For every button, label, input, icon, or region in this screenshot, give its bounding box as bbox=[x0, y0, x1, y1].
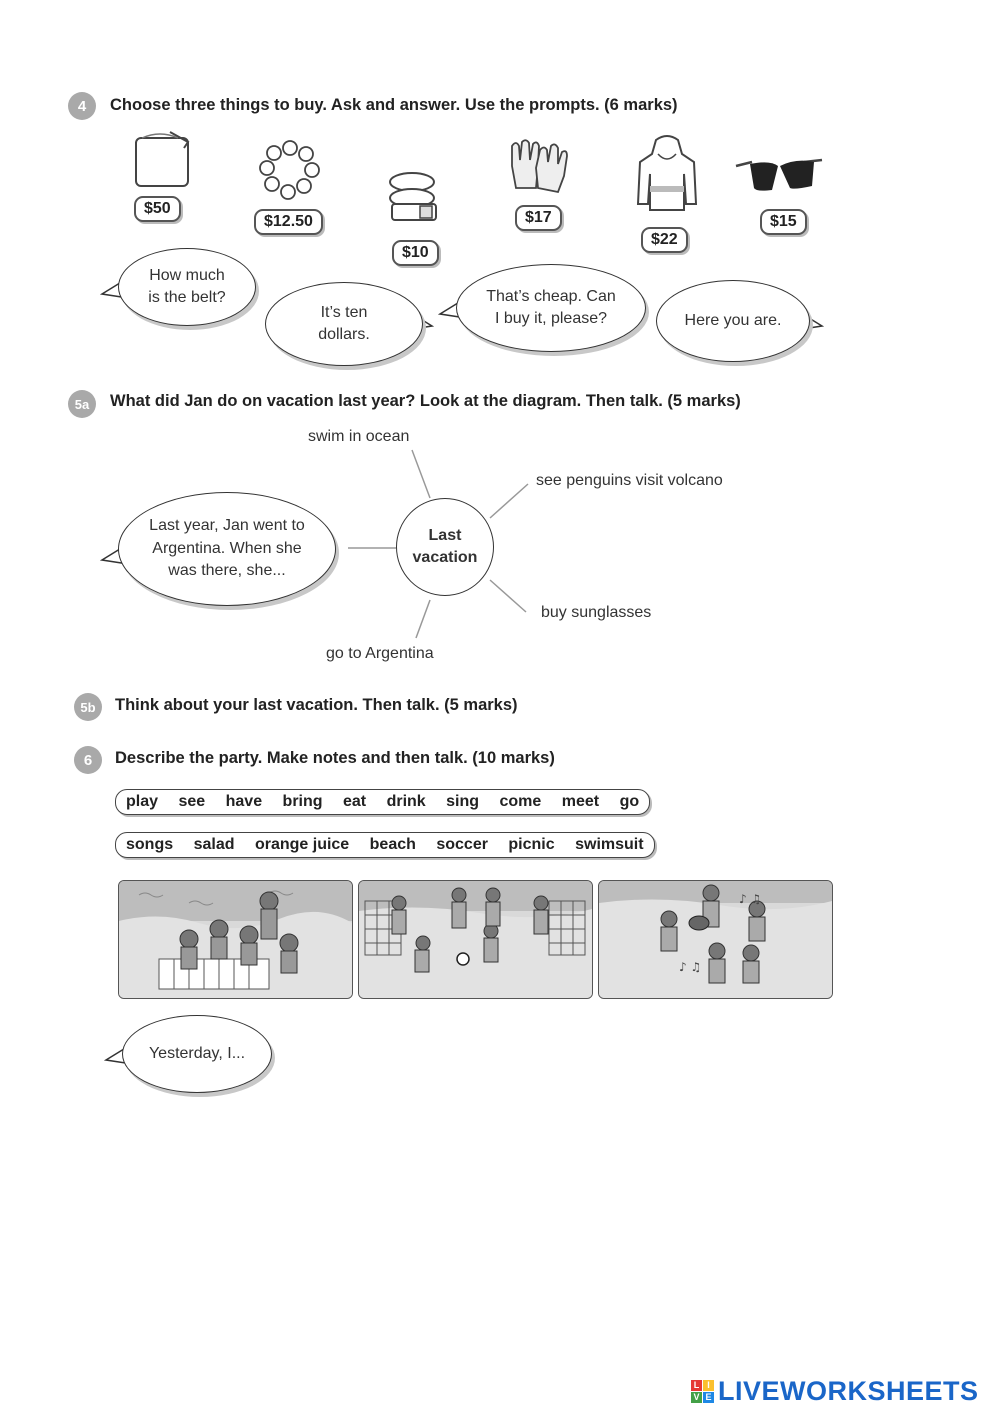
word: have bbox=[225, 793, 263, 810]
logo-blocks-icon bbox=[691, 1380, 714, 1403]
svg-text:♪ ♫: ♪ ♫ bbox=[739, 892, 762, 906]
speech-bubble-yesterday: Yesterday, I... bbox=[122, 1015, 272, 1093]
word: soccer bbox=[436, 836, 488, 853]
word: eat bbox=[343, 793, 367, 810]
diagram-label-argentina: go to Argentina bbox=[326, 645, 434, 662]
gloves-icon bbox=[506, 136, 572, 194]
singing-picture bbox=[598, 880, 833, 999]
diagram-label-sunglasses: buy sunglasses bbox=[541, 604, 652, 621]
verb-word-bank bbox=[115, 789, 650, 815]
logo-letter: E bbox=[703, 1392, 714, 1403]
picnic-picture bbox=[118, 880, 353, 999]
speech-bubble-answer: It’s ten dollars. bbox=[265, 282, 423, 366]
speech-bubble-question: How much is the belt? bbox=[118, 248, 256, 326]
section-5a-instruction: What did Jan do on vacation last year? Look at the diagram. Then talk. (5 marks) bbox=[110, 392, 741, 410]
price-tag-wallet: $50 bbox=[134, 196, 181, 222]
noun-word-bank bbox=[115, 832, 655, 858]
word: meet bbox=[561, 793, 600, 810]
section-4-number: 4 bbox=[68, 92, 96, 120]
section-5b-instruction: Think about your last vacation. Then talk. (5 marks) bbox=[115, 696, 518, 714]
wallet-icon bbox=[130, 128, 196, 190]
word: bring bbox=[282, 793, 323, 810]
word: picnic bbox=[508, 836, 555, 853]
word: see bbox=[178, 793, 206, 810]
sunglasses-icon bbox=[732, 152, 826, 196]
word: orange juice bbox=[254, 836, 350, 853]
word: go bbox=[619, 793, 640, 810]
word: songs bbox=[126, 836, 174, 853]
logo-letter: L bbox=[691, 1380, 702, 1391]
section-6-instruction: Describe the party. Make notes and then talk. (10 marks) bbox=[115, 749, 555, 767]
word: sing bbox=[446, 793, 480, 810]
price-tag-bracelet: $12.50 bbox=[254, 209, 323, 235]
diagram-label-penguins: see penguins visit volcano bbox=[536, 472, 723, 489]
section-6-number: 6 bbox=[74, 746, 102, 774]
word: drink bbox=[386, 793, 426, 810]
price-tag-sunglasses: $15 bbox=[760, 209, 807, 235]
price-tag-gloves: $17 bbox=[515, 205, 562, 231]
section-5b-number: 5b bbox=[74, 693, 102, 721]
diagram-label-swim: swim in ocean bbox=[308, 428, 410, 445]
diagram-center: Last vacation bbox=[396, 498, 494, 596]
price-tag-hoodie: $22 bbox=[641, 227, 688, 253]
brand-name: LIVEWORKSHEETS bbox=[718, 1376, 979, 1406]
logo-letter: V bbox=[691, 1392, 702, 1403]
word: salad bbox=[193, 836, 235, 853]
hoodie-icon bbox=[634, 134, 700, 214]
word: play bbox=[126, 793, 159, 810]
word: beach bbox=[369, 836, 416, 853]
soccer-picture bbox=[358, 880, 593, 999]
word: swimsuit bbox=[575, 836, 644, 853]
liveworksheets-logo bbox=[691, 1376, 979, 1407]
section-4-instruction: Choose three things to buy. Ask and answer. Use the prompts. (6 marks) bbox=[110, 96, 678, 114]
logo-letter: I bbox=[703, 1380, 714, 1391]
section-5a-number: 5a bbox=[68, 390, 96, 418]
speech-bubble-request: That’s cheap. Can I buy it, please? bbox=[456, 264, 646, 352]
bracelet-icon bbox=[258, 138, 322, 200]
word: come bbox=[499, 793, 542, 810]
belt-icon bbox=[386, 168, 442, 228]
price-tag-belt: $10 bbox=[392, 240, 439, 266]
speech-bubble-jan: Last year, Jan went to Argentina. When she was there, she... bbox=[118, 492, 336, 606]
svg-text:♪ ♫: ♪ ♫ bbox=[679, 960, 702, 974]
speech-bubble-reply: Here you are. bbox=[656, 280, 810, 362]
